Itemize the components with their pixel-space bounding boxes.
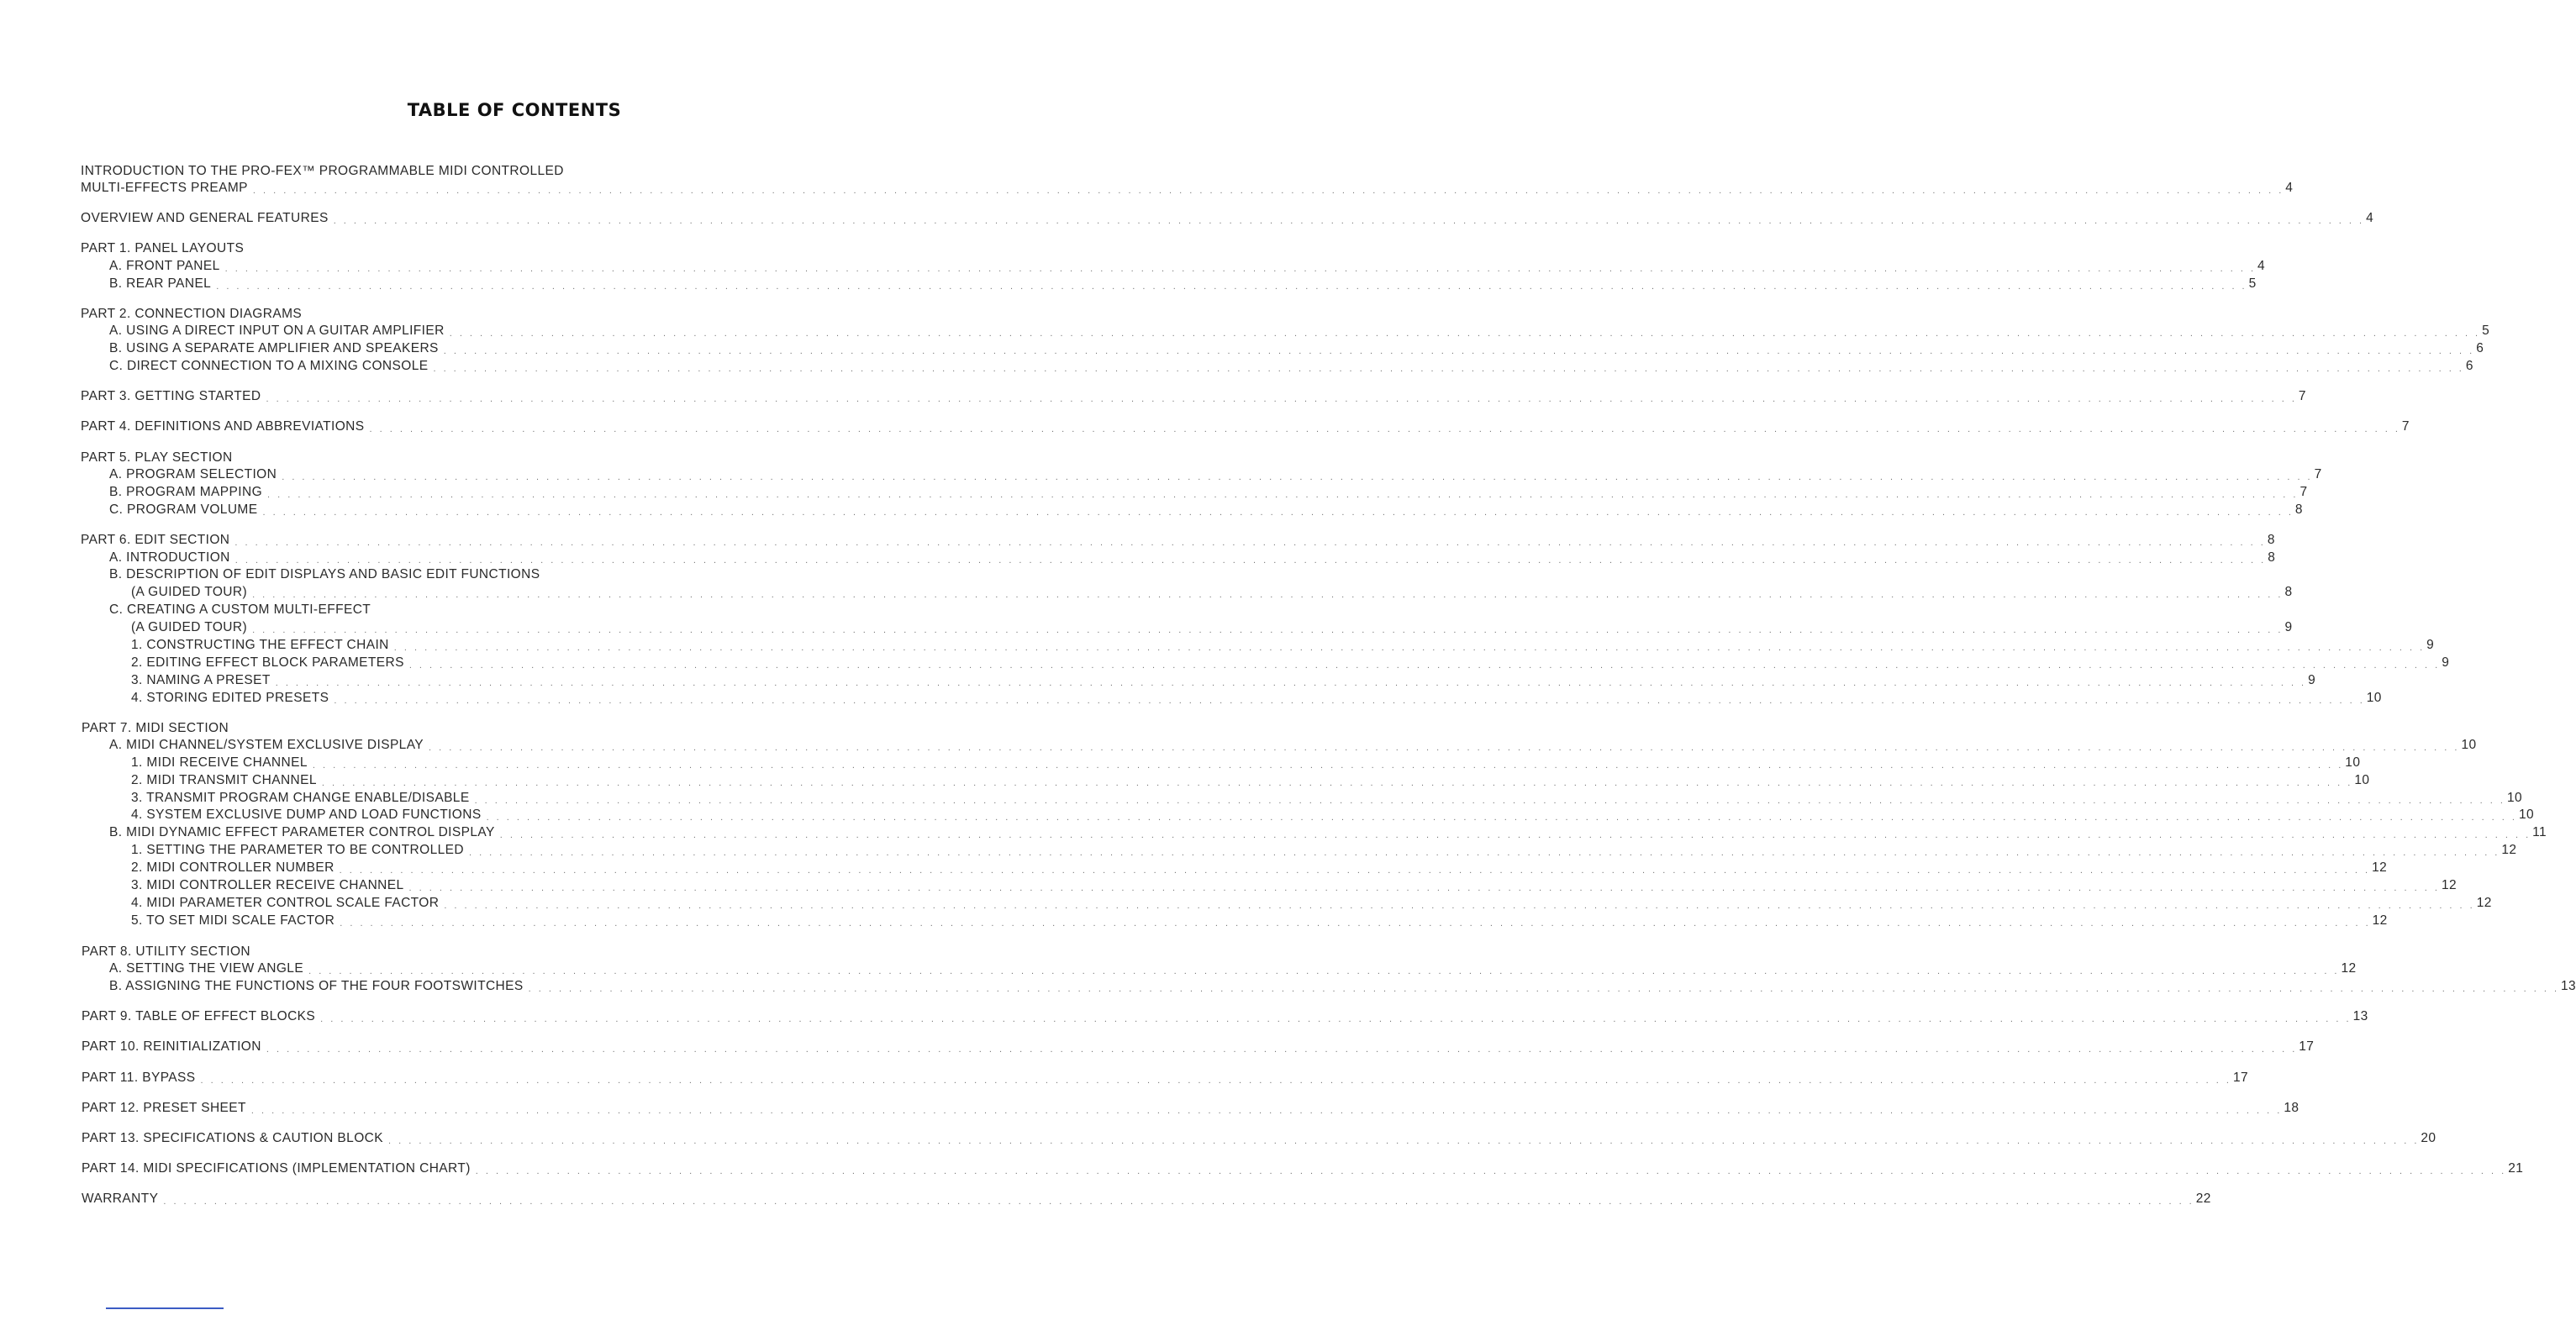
toc-entry xyxy=(81,532,2275,549)
toc-entry-label: PART 11. BYPASS xyxy=(82,1071,196,1085)
toc-entry-label: A. INTRODUCTION xyxy=(109,550,230,565)
toc-entry-label: A. MIDI CHANNEL/SYSTEM EXCLUSIVE DISPLAY xyxy=(109,738,424,752)
dot-leader: . . . . . . . . . . . . . . . . . . . . . . . . . . . . . . . . . . . . . . . . . . . . . . . . . . . . . . . . . . . . . . . . . . . . . . . . . . . . . . . . . . . . . . . . . . . . . . . . . . . . . . . . . . . . . . . . . . . . . . . . . . . . . . . . . . . . . . . . . . . . . . . . . . . . . . . . . . . . . . . . . . . . . . . . . . . . . . . . . . . . . . . . . . . . . . . . . . . . . . . . xyxy=(252,590,2284,600)
toc-entry-page: 12 xyxy=(2441,878,2457,892)
dot-leader: . . . . . . . . . . . . . . . . . . . . . . . . . . . . . . . . . . . . . . . . . . . . . . . . . . . . . . . . . . . . . . . . . . . . . . . . . . . . . . . . . . . . . . . . . . . . . . . . . . . . . . . . . . . . . . . . . . . . . . . . . . . . . . . . . . . . . . . . . . . . . . . . . . . . . . . . . . . . . . . . . . . . . . . . . . . . . . . . . . . . . . . . . . . . . . . . . . . . . . . . xyxy=(443,346,2475,356)
toc-entry-page: 7 xyxy=(2401,419,2410,434)
toc-entry xyxy=(131,842,2517,859)
toc-entry xyxy=(109,323,2490,339)
toc-entry-label: OVERVIEW AND GENERAL FEATURES xyxy=(81,211,329,225)
toc-entry xyxy=(81,180,2294,197)
toc-entry-page: 9 xyxy=(2442,655,2450,670)
toc-entry-label: PART 3. GETTING STARTED xyxy=(81,389,261,403)
dot-leader: . . . . . . . . . . . . . . . . . . . . . . . . . . . . . . . . . . . . . . . . . . . . . . . . . . . . . . . . . . . . . . . . . . . . . . . . . . . . . . . . . . . . . . . . . . . . . . . . . . . . . . . . . . . . . . . . . . . . . . . . . . . . . . . . . . . . . . . . . . . . . . . . . . . . . . . . . . . . . . . . . . . . . . . . . . . . . . . . . . . . . . . . . . . . . . . . . . . . . . . . xyxy=(468,848,2500,858)
dot-leader: . . . . . . . . . . . . . . . . . . . . . . . . . . . . . . . . . . . . . . . . . . . . . . . . . . . . . . . . . . . . . . . . . . . . . . . . . . . . . . . . . . . . . . . . . . . . . . . . . . . . . . . . . . . . . . . . . . . . . . . . . . . . . . . . . . . . . . . . . . . . . . . . . . . . . . . . . . . . . . . . . . . . . . . . . . . . . . . . . . . . . . . . . . . . . . . . . . . . . . . . xyxy=(267,490,2299,500)
toc-entry-page: 4 xyxy=(2366,211,2374,225)
toc-entry-page: 12 xyxy=(2341,961,2357,976)
dot-leader: . . . . . . . . . . . . . . . . . . . . . . . . . . . . . . . . . . . . . . . . . . . . . . . . . . . . . . . . . . . . . . . . . . . . . . . . . . . . . . . . . . . . . . . . . . . . . . . . . . . . . . . . . . . . . . . . . . . . . . . . . . . . . . . . . . . . . . . . . . . . . . . . . . . . . . . . . . . . . . . . . . . . . . . . . . . . . . . . . . . . . . . . . . . . . . . . . . . . . . . . xyxy=(475,1166,2507,1176)
toc-entry-label: PART 12. PRESET SHEET xyxy=(82,1101,246,1115)
toc-entry-page: 7 xyxy=(2299,485,2308,499)
dot-leader: . . . . . . . . . . . . . . . . . . . . . . . . . . . . . . . . . . . . . . . . . . . . . . . . . . . . . . . . . . . . . . . . . . . . . . . . . . . . . . . . . . . . . . . . . . . . . . . . . . . . . . . . . . . . . . . . . . . . . . . . . . . . . . . . . . . . . . . . . . . . . . . . . . . . . . . . . . . . . . . . . . . . . . . . . . . . . . . . . . . . . . . . . . . . . . . . . . . . . . . . xyxy=(474,796,2505,806)
toc-entry-page: 13 xyxy=(2352,1009,2368,1023)
toc-entry-label: PART 2. CONNECTION DIAGRAMS xyxy=(81,307,303,321)
toc-entry-page: 11 xyxy=(2532,825,2547,839)
toc-entry-label: B. USING A SEPARATE AMPLIFIER AND SPEAKERS xyxy=(109,341,439,355)
toc-entry xyxy=(131,584,2293,601)
dot-leader: . . . . . . . . . . . . . . . . . . . . . . . . . . . . . . . . . . . . . . . . . . . . . . . . . . . . . . . . . . . . . . . . . . . . . . . . . . . . . . . . . . . . . . . . . . . . . . . . . . . . . . . . . . . . . . . . . . . . . . . . . . . . . . . . . . . . . . . . . . . . . . . . . . . . . . . . . . . . . . . . . . . . . . . . . . . . . . . . . . . . . . . . . . . . . . . . . . . . . . . . xyxy=(408,660,2441,671)
toc-entry xyxy=(82,1070,2248,1086)
footer-rule xyxy=(106,1307,224,1309)
toc-entry-label: PART 7. MIDI SECTION xyxy=(82,721,229,735)
toc-entry-page: 22 xyxy=(2195,1192,2211,1206)
toc-entry xyxy=(82,1039,2315,1055)
toc-entry-label: MULTI-EFFECTS PREAMP xyxy=(81,181,248,195)
dot-leader: . . . . . . . . . . . . . . . . . . . . . . . . . . . . . . . . . . . . . . . . . . . . . . . . . . . . . . . . . . . . . . . . . . . . . . . . . . . . . . . . . . . . . . . . . . . . . . . . . . . . . . . . . . . . . . . . . . . . . . . . . . . . . . . . . . . . . . . . . . . . . . . . . . . . . . . . . . . . . . . . . . . . . . . . . . . . . . . . . . . . . . . . . . . . . . . . . . . . . . . . xyxy=(252,186,2284,196)
toc-entry-page: 10 xyxy=(2354,773,2370,787)
toc-entry xyxy=(131,619,2293,636)
toc-entry-label: C. PROGRAM VOLUME xyxy=(109,502,258,517)
toc-entry-page: 10 xyxy=(2345,755,2361,770)
toc-entry xyxy=(109,737,2477,754)
toc-entry-page: 8 xyxy=(2294,502,2303,517)
toc-entry-page: 20 xyxy=(2421,1131,2436,1145)
dot-leader: . . . . . . . . . . . . . . . . . . . . . . . . . . . . . . . . . . . . . . . . . . . . . . . . . . . . . . . . . . . . . . . . . . . . . . . . . . . . . . . . . . . . . . . . . . . . . . . . . . . . . . . . . . . . . . . . . . . . . . . . . . . . . . . . . . . . . . . . . . . . . . . . . . . . . . . . . . . . . . . . . . . . . . . . . . . . . . . . . . . . . . . . . . . . . . . . . . . . . . . . xyxy=(333,216,2365,226)
dot-leader: . . . . . . . . . . . . . . . . . . . . . . . . . . . . . . . . . . . . . . . . . . . . . . . . . . . . . . . . . . . . . . . . . . . . . . . . . . . . . . . . . . . . . . . . . . . . . . . . . . . . . . . . . . . . . . . . . . . . . . . . . . . . . . . . . . . . . . . . . . . . . . . . . . . . . . . . . . . . . . . . . . . . . . . . . . . . . . . . . . . . . . . . . . . . . . . . . . . . . . . . xyxy=(433,364,2464,374)
toc-entry-label: 5. TO SET MIDI SCALE FACTOR xyxy=(131,913,335,928)
toc-entry-page: 9 xyxy=(2426,638,2435,652)
toc-entry-page: 6 xyxy=(2476,341,2484,355)
dot-leader: . . . . . . . . . . . . . . . . . . . . . . . . . . . . . . . . . . . . . . . . . . . . . . . . . . . . . . . . . . . . . . . . . . . . . . . . . . . . . . . . . . . . . . . . . . . . . . . . . . . . . . . . . . . . . . . . . . . . . . . . . . . . . . . . . . . . . . . . . . . . . . . . . . . . . . . . . . . . . . . . . . . . . . . . . . . . . . . . . . . . . . . . . . . . . . . . . . . . . . . . xyxy=(486,813,2517,823)
toc-entry-label: 4. STORING EDITED PRESETS xyxy=(131,691,329,705)
dot-leader: . . . . . . . . . . . . . . . . . . . . . . . . . . . . . . . . . . . . . . . . . . . . . . . . . . . . . . . . . . . . . . . . . . . . . . . . . . . . . . . . . . . . . . . . . . . . . . . . . . . . . . . . . . . . . . . . . . . . . . . . . . . . . . . . . . . . . . . . . . . . . . . . . . . . . . . . . . . . . . . . . . . . . . . . . . . . . . . . . . . . . . . . . . . . . . . . . . . . . . . . xyxy=(234,538,2266,548)
toc-entry xyxy=(109,358,2473,375)
toc-entry xyxy=(82,944,945,960)
toc-entry-label: C. DIRECT CONNECTION TO A MIXING CONSOLE xyxy=(109,359,429,373)
toc-entry-label: A. SETTING THE VIEW ANGLE xyxy=(109,961,304,976)
toc-entry-label: A. USING A DIRECT INPUT ON A GUITAR AMPLIFIER xyxy=(109,324,445,338)
dot-leader: . . . . . . . . . . . . . . . . . . . . . . . . . . . . . . . . . . . . . . . . . . . . . . . . . . . . . . . . . . . . . . . . . . . . . . . . . . . . . . . . . . . . . . . . . . . . . . . . . . . . . . . . . . . . . . . . . . . . . . . . . . . . . . . . . . . . . . . . . . . . . . . . . . . . . . . . . . . . . . . . . . . . . . . . . . . . . . . . . . . . . . . . . . . . . . . . . . . . . . . . xyxy=(163,1197,2194,1207)
dot-leader: . . . . . . . . . . . . . . . . . . . . . . . . . . . . . . . . . . . . . . . . . . . . . . . . . . . . . . . . . . . . . . . . . . . . . . . . . . . . . . . . . . . . . . . . . . . . . . . . . . . . . . . . . . . . . . . . . . . . . . . . . . . . . . . . . . . . . . . . . . . . . . . . . . . . . . . . . . . . . . . . . . . . . . . . . . . . . . . . . . . . . . . . . . . . . . . . . . . . . . . . xyxy=(282,472,2313,482)
toc-entry xyxy=(109,960,2357,977)
toc-entry-label: PART 10. REINITIALIZATION xyxy=(82,1039,261,1054)
dot-leader: . . . . . . . . . . . . . . . . . . . . . . . . . . . . . . . . . . . . . . . . . . . . . . . . . . . . . . . . . . . . . . . . . . . . . . . . . . . . . . . . . . . . . . . . . . . . . . . . . . . . . . . . . . . . . . . . . . . . . . . . . . . . . . . . . . . . . . . . . . . . . . . . . . . . . . . . . . . . . . . . . . . . . . . . . . . . . . . . . . . . . . . . . . . . . . . . . . . . . . . . xyxy=(252,625,2284,635)
toc-entry-label: A. PROGRAM SELECTION xyxy=(109,467,277,481)
dot-leader: . . . . . . . . . . . . . . . . . . . . . . . . . . . . . . . . . . . . . . . . . . . . . . . . . . . . . . . . . . . . . . . . . . . . . . . . . . . . . . . . . . . . . . . . . . . . . . . . . . . . . . . . . . . . . . . . . . . . . . . . . . . . . . . . . . . . . . . . . . . . . . . . . . . . . . . . . . . . . . . . . . . . . . . . . . . . . . . . . . . . . . . . . . . . . . . . . . . . . . . . xyxy=(266,394,2297,404)
toc-entry xyxy=(81,388,2306,405)
toc-entry xyxy=(109,550,2276,566)
dot-leader: . . . . . . . . . . . . . . . . . . . . . . . . . . . . . . . . . . . . . . . . . . . . . . . . . . . . . . . . . . . . . . . . . . . . . . . . . . . . . . . . . . . . . . . . . . . . . . . . . . . . . . . . . . . . . . . . . . . . . . . . . . . . . . . . . . . . . . . . . . . . . . . . . . . . . . . . . . . . . . . . . . . . . . . . . . . . . . . . . . . . . . . . . . . . . . . . . . . . . . . . xyxy=(429,743,2460,753)
toc-entry-label: PART 5. PLAY SECTION xyxy=(81,450,233,465)
toc-entry xyxy=(131,790,2523,807)
toc-entry-label: 3. TRANSMIT PROGRAM CHANGE ENABLE/DISABLE xyxy=(131,791,470,805)
dot-leader: . . . . . . . . . . . . . . . . . . . . . . . . . . . . . . . . . . . . . . . . . . . . . . . . . . . . . . . . . . . . . . . . . . . . . . . . . . . . . . . . . . . . . . . . . . . . . . . . . . . . . . . . . . . . . . . . . . . . . . . . . . . . . . . . . . . . . . . . . . . . . . . . . . . . . . . . . . . . . . . . . . . . . . . . . . . . . . . . . . . . . . . . . . . . . . . . . . . . . . . . xyxy=(499,830,2531,840)
dot-leader: . . . . . . . . . . . . . . . . . . . . . . . . . . . . . . . . . . . . . . . . . . . . . . . . . . . . . . . . . . . . . . . . . . . . . . . . . . . . . . . . . . . . . . . . . . . . . . . . . . . . . . . . . . . . . . . . . . . . . . . . . . . . . . . . . . . . . . . . . . . . . . . . . . . . . . . . . . . . . . . . . . . . . . . . . . . . . . . . . . . . . . . . . . . . . . . . . . . . . . . . xyxy=(320,1014,2352,1024)
toc-entry-page: 18 xyxy=(2284,1101,2299,1115)
toc-entry xyxy=(109,824,2547,841)
toc-entry xyxy=(82,1191,2211,1207)
toc-entry xyxy=(81,450,945,466)
toc-entry xyxy=(109,602,945,618)
toc-entry xyxy=(131,637,2435,654)
toc-entry xyxy=(82,720,945,737)
dot-leader: . . . . . . . . . . . . . . . . . . . . . . . . . . . . . . . . . . . . . . . . . . . . . . . . . . . . . . . . . . . . . . . . . . . . . . . . . . . . . . . . . . . . . . . . . . . . . . . . . . . . . . . . . . . . . . . . . . . . . . . . . . . . . . . . . . . . . . . . . . . . . . . . . . . . . . . . . . . . . . . . . . . . . . . . . . . . . . . . . . . . . . . . . . . . . . . . . . . . . . . . xyxy=(224,264,2257,274)
toc-entry xyxy=(131,895,2492,912)
toc-entry xyxy=(131,807,2535,823)
toc-entry xyxy=(131,672,2316,689)
toc-entry-page: 7 xyxy=(2314,467,2322,481)
toc-entry-page: 10 xyxy=(2366,691,2382,705)
dot-leader: . . . . . . . . . . . . . . . . . . . . . . . . . . . . . . . . . . . . . . . . . . . . . . . . . . . . . . . . . . . . . . . . . . . . . . . . . . . . . . . . . . . . . . . . . . . . . . . . . . . . . . . . . . . . . . . . . . . . . . . . . . . . . . . . . . . . . . . . . . . . . . . . . . . . . . . . . . . . . . . . . . . . . . . . . . . . . . . . . . . . . . . . . . . . . . . . . . . . . . . . xyxy=(334,696,2365,706)
toc-entry-label: 4. MIDI PARAMETER CONTROL SCALE FACTOR xyxy=(131,896,440,910)
toc-entry-page: 12 xyxy=(2372,860,2388,875)
toc-entry-page: 10 xyxy=(2518,808,2535,822)
toc-entry-label: 1. SETTING THE PARAMETER TO BE CONTROLLED xyxy=(131,843,464,857)
toc-entry-label: WARRANTY xyxy=(82,1192,159,1206)
dot-leader: . . . . . . . . . . . . . . . . . . . . . . . . . . . . . . . . . . . . . . . . . . . . . . . . . . . . . . . . . . . . . . . . . . . . . . . . . . . . . . . . . . . . . . . . . . . . . . . . . . . . . . . . . . . . . . . . . . . . . . . . . . . . . . . . . . . . . . . . . . . . . . . . . . . . . . . . . . . . . . . . . . . . . . . . . . . . . . . . . . . . . . . . . . . . . . . . . . . . . . . . xyxy=(387,1136,2420,1146)
toc-entry-page: 7 xyxy=(2298,389,2306,403)
page-title: TABLE OF CONTENTS xyxy=(407,100,622,120)
dot-leader: . . . . . . . . . . . . . . . . . . . . . . . . . . . . . . . . . . . . . . . . . . . . . . . . . . . . . . . . . . . . . . . . . . . . . . . . . . . . . . . . . . . . . . . . . . . . . . . . . . . . . . . . . . . . . . . . . . . . . . . . . . . . . . . . . . . . . . . . . . . . . . . . . . . . . . . . . . . . . . . . . . . . . . . . . . . . . . . . . . . . . . . . . . . . . . . . . . . . . . . . xyxy=(308,966,2340,976)
toc-entry xyxy=(109,276,2257,292)
toc-entry-label: 3. NAMING A PRESET xyxy=(131,673,271,687)
dot-leader: . . . . . . . . . . . . . . . . . . . . . . . . . . . . . . . . . . . . . . . . . . . . . . . . . . . . . . . . . . . . . . . . . . . . . . . . . . . . . . . . . . . . . . . . . . . . . . . . . . . . . . . . . . . . . . . . . . . . . . . . . . . . . . . . . . . . . . . . . . . . . . . . . . . . . . . . . . . . . . . . . . . . . . . . . . . . . . . . . . . . . . . . . . . . . . . . . . . . . . . . xyxy=(340,918,2371,929)
toc-entry xyxy=(81,418,2410,435)
toc-entry-label: PART 13. SPECIFICATIONS & CAUTION BLOCK xyxy=(82,1131,383,1145)
dot-leader: . . . . . . . . . . . . . . . . . . . . . . . . . . . . . . . . . . . . . . . . . . . . . . . . . . . . . . . . . . . . . . . . . . . . . . . . . . . . . . . . . . . . . . . . . . . . . . . . . . . . . . . . . . . . . . . . . . . . . . . . . . . . . . . . . . . . . . . . . . . . . . . . . . . . . . . . . . . . . . . . . . . . . . . . . . . . . . . . . . . . . . . . . . . . . . . . . . . . . . . . xyxy=(200,1076,2231,1086)
dot-leader: . . . . . . . . . . . . . . . . . . . . . . . . . . . . . . . . . . . . . . . . . . . . . . . . . . . . . . . . . . . . . . . . . . . . . . . . . . . . . . . . . . . . . . . . . . . . . . . . . . . . . . . . . . . . . . . . . . . . . . . . . . . . . . . . . . . . . . . . . . . . . . . . . . . . . . . . . . . . . . . . . . . . . . . . . . . . . . . . . . . . . . . . . . . . . . . . . . . . . . . . xyxy=(449,329,2481,339)
toc-entry xyxy=(109,502,2303,518)
toc-entry-label: PART 8. UTILITY SECTION xyxy=(82,944,250,959)
dot-leader: . . . . . . . . . . . . . . . . . . . . . . . . . . . . . . . . . . . . . . . . . . . . . . . . . . . . . . . . . . . . . . . . . . . . . . . . . . . . . . . . . . . . . . . . . . . . . . . . . . . . . . . . . . . . . . . . . . . . . . . . . . . . . . . . . . . . . . . . . . . . . . . . . . . . . . . . . . . . . . . . . . . . . . . . . . . . . . . . . . . . . . . . . . . . . . . . . . . . . . . . xyxy=(312,760,2344,771)
toc-entry-page: 17 xyxy=(2299,1039,2315,1054)
dot-leader: . . . . . . . . . . . . . . . . . . . . . . . . . . . . . . . . . . . . . . . . . . . . . . . . . . . . . . . . . . . . . . . . . . . . . . . . . . . . . . . . . . . . . . . . . . . . . . . . . . . . . . . . . . . . . . . . . . . . . . . . . . . . . . . . . . . . . . . . . . . . . . . . . . . . . . . . . . . . . . . . . . . . . . . . . . . . . . . . . . . . . . . . . . . . . . . . . . . . . . . . xyxy=(250,1106,2283,1116)
toc-entry-label: (A GUIDED TOUR) xyxy=(131,620,248,634)
toc-entry-page: 12 xyxy=(2372,913,2388,928)
toc-entry xyxy=(82,1008,2368,1025)
toc-entry-page: 10 xyxy=(2506,791,2523,805)
toc-entry xyxy=(109,258,2266,275)
toc-entry xyxy=(81,306,945,323)
toc-entry-label: B. ASSIGNING THE FUNCTIONS OF THE FOUR FOOTSWITCHES xyxy=(109,979,524,993)
toc-entry-page: 9 xyxy=(2308,673,2316,687)
toc-entry-label: 2. EDITING EFFECT BLOCK PARAMETERS xyxy=(131,655,404,670)
toc-entry-page: 8 xyxy=(2267,533,2275,547)
toc-entry-label: PART 1. PANEL LAYOUTS xyxy=(81,241,245,255)
toc-entry xyxy=(131,913,2388,929)
toc-entry-label: 2. MIDI TRANSMIT CHANNEL xyxy=(131,773,317,787)
toc-entry xyxy=(109,340,2484,357)
toc-entry xyxy=(131,690,2382,707)
toc-entry xyxy=(82,1100,2299,1117)
toc-entry-page: 5 xyxy=(2482,324,2490,338)
dot-leader: . . . . . . . . . . . . . . . . . . . . . . . . . . . . . . . . . . . . . . . . . . . . . . . . . . . . . . . . . . . . . . . . . . . . . . . . . . . . . . . . . . . . . . . . . . . . . . . . . . . . . . . . . . . . . . . . . . . . . . . . . . . . . . . . . . . . . . . . . . . . . . . . . . . . . . . . . . . . . . . . . . . . . . . . . . . . . . . . . . . . . . . . . . . . . . . . . . . . . . . . xyxy=(262,508,2294,518)
toc-entry-page: 13 xyxy=(2561,979,2576,993)
toc-entry-label: A. FRONT PANEL xyxy=(109,259,220,273)
toc-entry xyxy=(81,210,2374,227)
dot-leader: . . . . . . . . . . . . . . . . . . . . . . . . . . . . . . . . . . . . . . . . . . . . . . . . . . . . . . . . . . . . . . . . . . . . . . . . . . . . . . . . . . . . . . . . . . . . . . . . . . . . . . . . . . . . . . . . . . . . . . . . . . . . . . . . . . . . . . . . . . . . . . . . . . . . . . . . . . . . . . . . . . . . . . . . . . . . . . . . . . . . . . . . . . . . . . . . . . . . . . . . xyxy=(528,984,2560,994)
toc-entry xyxy=(109,466,2322,483)
dot-leader: . . . . . . . . . . . . . . . . . . . . . . . . . . . . . . . . . . . . . . . . . . . . . . . . . . . . . . . . . . . . . . . . . . . . . . . . . . . . . . . . . . . . . . . . . . . . . . . . . . . . . . . . . . . . . . . . . . . . . . . . . . . . . . . . . . . . . . . . . . . . . . . . . . . . . . . . . . . . . . . . . . . . . . . . . . . . . . . . . . . . . . . . . . . . . . . . . . . . . . . . xyxy=(275,678,2307,688)
toc-entry-label: 3. MIDI CONTROLLER RECEIVE CHANNEL xyxy=(131,878,404,892)
toc-entry-page: 4 xyxy=(2257,259,2266,273)
dot-leader: . . . . . . . . . . . . . . . . . . . . . . . . . . . . . . . . . . . . . . . . . . . . . . . . . . . . . . . . . . . . . . . . . . . . . . . . . . . . . . . . . . . . . . . . . . . . . . . . . . . . . . . . . . . . . . . . . . . . . . . . . . . . . . . . . . . . . . . . . . . . . . . . . . . . . . . . . . . . . . . . . . . . . . . . . . . . . . . . . . . . . . . . . . . . . . . . . . . . . . . . xyxy=(266,1044,2298,1055)
toc-entry xyxy=(82,1130,2436,1147)
toc-entry-label: PART 9. TABLE OF EFFECT BLOCKS xyxy=(82,1009,316,1023)
dot-leader: . . . . . . . . . . . . . . . . . . . . . . . . . . . . . . . . . . . . . . . . . . . . . . . . . . . . . . . . . . . . . . . . . . . . . . . . . . . . . . . . . . . . . . . . . . . . . . . . . . . . . . . . . . . . . . . . . . . . . . . . . . . . . . . . . . . . . . . . . . . . . . . . . . . . . . . . . . . . . . . . . . . . . . . . . . . . . . . . . . . . . . . . . . . . . . . . . . . . . . . . xyxy=(234,555,2267,566)
toc-entry-page: 10 xyxy=(2461,738,2477,752)
toc-entry-label: PART 14. MIDI SPECIFICATIONS (IMPLEMENTATION CHART) xyxy=(82,1161,471,1176)
toc-entry-page: 21 xyxy=(2508,1161,2524,1176)
toc-entry-label: B. MIDI DYNAMIC EFFECT PARAMETER CONTROL DISPLAY xyxy=(109,825,495,839)
toc-entry-label: PART 6. EDIT SECTION xyxy=(81,533,230,547)
toc-entry xyxy=(81,240,945,257)
toc-entry-page: 8 xyxy=(2268,550,2276,565)
toc-entry-label: 1. MIDI RECEIVE CHANNEL xyxy=(131,755,308,770)
toc-entry-page: 4 xyxy=(2285,181,2294,195)
dot-leader: . . . . . . . . . . . . . . . . . . . . . . . . . . . . . . . . . . . . . . . . . . . . . . . . . . . . . . . . . . . . . . . . . . . . . . . . . . . . . . . . . . . . . . . . . . . . . . . . . . . . . . . . . . . . . . . . . . . . . . . . . . . . . . . . . . . . . . . . . . . . . . . . . . . . . . . . . . . . . . . . . . . . . . . . . . . . . . . . . . . . . . . . . . . . . . . . . . . . . . . . xyxy=(393,643,2426,653)
dot-leader: . . . . . . . . . . . . . . . . . . . . . . . . . . . . . . . . . . . . . . . . . . . . . . . . . . . . . . . . . . . . . . . . . . . . . . . . . . . . . . . . . . . . . . . . . . . . . . . . . . . . . . . . . . . . . . . . . . . . . . . . . . . . . . . . . . . . . . . . . . . . . . . . . . . . . . . . . . . . . . . . . . . . . . . . . . . . . . . . . . . . . . . . . . . . . . . . . . . . . . . . xyxy=(408,883,2440,893)
toc-entry-label: (A GUIDED TOUR) xyxy=(131,585,248,599)
toc-entry-page: 12 xyxy=(2476,896,2492,910)
toc-entry-label: B. DESCRIPTION OF EDIT DISPLAYS AND BASIC EDIT FUNCTIONS xyxy=(109,567,540,581)
toc-entry-label: B. PROGRAM MAPPING xyxy=(109,485,263,499)
toc-entry xyxy=(131,772,2370,789)
toc-entry-label: 2. MIDI CONTROLLER NUMBER xyxy=(131,860,335,875)
toc-entry xyxy=(82,1160,2524,1177)
toc-entry xyxy=(131,877,2457,894)
toc-entry xyxy=(109,978,2576,995)
toc-entry-label: PART 4. DEFINITIONS AND ABBREVIATIONS xyxy=(81,419,365,434)
dot-leader: . . . . . . . . . . . . . . . . . . . . . . . . . . . . . . . . . . . . . . . . . . . . . . . . . . . . . . . . . . . . . . . . . . . . . . . . . . . . . . . . . . . . . . . . . . . . . . . . . . . . . . . . . . . . . . . . . . . . . . . . . . . . . . . . . . . . . . . . . . . . . . . . . . . . . . . . . . . . . . . . . . . . . . . . . . . . . . . . . . . . . . . . . . . . . . . . . . . . . . . . xyxy=(216,281,2247,292)
toc-entry-page: 12 xyxy=(2501,843,2517,857)
toc-entry-page: 5 xyxy=(2248,276,2257,291)
toc-entry xyxy=(109,484,2308,501)
toc-entry xyxy=(131,755,2361,771)
dot-leader: . . . . . . . . . . . . . . . . . . . . . . . . . . . . . . . . . . . . . . . . . . . . . . . . . . . . . . . . . . . . . . . . . . . . . . . . . . . . . . . . . . . . . . . . . . . . . . . . . . . . . . . . . . . . . . . . . . . . . . . . . . . . . . . . . . . . . . . . . . . . . . . . . . . . . . . . . . . . . . . . . . . . . . . . . . . . . . . . . . . . . . . . . . . . . . . . . . . . . . . . xyxy=(369,424,2400,434)
dot-leader: . . . . . . . . . . . . . . . . . . . . . . . . . . . . . . . . . . . . . . . . . . . . . . . . . . . . . . . . . . . . . . . . . . . . . . . . . . . . . . . . . . . . . . . . . . . . . . . . . . . . . . . . . . . . . . . . . . . . . . . . . . . . . . . . . . . . . . . . . . . . . . . . . . . . . . . . . . . . . . . . . . . . . . . . . . . . . . . . . . . . . . . . . . . . . . . . . . . . . . . . xyxy=(321,778,2353,788)
dot-leader: . . . . . . . . . . . . . . . . . . . . . . . . . . . . . . . . . . . . . . . . . . . . . . . . . . . . . . . . . . . . . . . . . . . . . . . . . . . . . . . . . . . . . . . . . . . . . . . . . . . . . . . . . . . . . . . . . . . . . . . . . . . . . . . . . . . . . . . . . . . . . . . . . . . . . . . . . . . . . . . . . . . . . . . . . . . . . . . . . . . . . . . . . . . . . . . . . . . . . . . . xyxy=(339,865,2371,876)
toc-entry-page: 9 xyxy=(2284,620,2293,634)
toc-entry-page: 6 xyxy=(2465,359,2473,373)
toc-entry-page: 8 xyxy=(2284,585,2293,599)
toc-entry-label: 4. SYSTEM EXCLUSIVE DUMP AND LOAD FUNCTIONS xyxy=(131,808,482,822)
toc-entry xyxy=(131,860,2388,876)
toc-entry-label: INTRODUCTION TO THE PRO-FEX™ PROGRAMMABLE MIDI CONTROLLED xyxy=(81,164,564,178)
toc-entry-page: 17 xyxy=(2232,1071,2248,1085)
toc-entry-label: C. CREATING A CUSTOM MULTI-EFFECT xyxy=(109,602,371,617)
toc-entry xyxy=(131,655,2450,671)
toc-entry xyxy=(81,163,945,180)
toc-entry xyxy=(109,566,945,583)
toc-entry-label: B. REAR PANEL xyxy=(109,276,212,291)
dot-leader: . . . . . . . . . . . . . . . . . . . . . . . . . . . . . . . . . . . . . . . . . . . . . . . . . . . . . . . . . . . . . . . . . . . . . . . . . . . . . . . . . . . . . . . . . . . . . . . . . . . . . . . . . . . . . . . . . . . . . . . . . . . . . . . . . . . . . . . . . . . . . . . . . . . . . . . . . . . . . . . . . . . . . . . . . . . . . . . . . . . . . . . . . . . . . . . . . . . . . . . . xyxy=(444,901,2475,911)
toc-entry-label: 1. CONSTRUCTING THE EFFECT CHAIN xyxy=(131,638,389,652)
